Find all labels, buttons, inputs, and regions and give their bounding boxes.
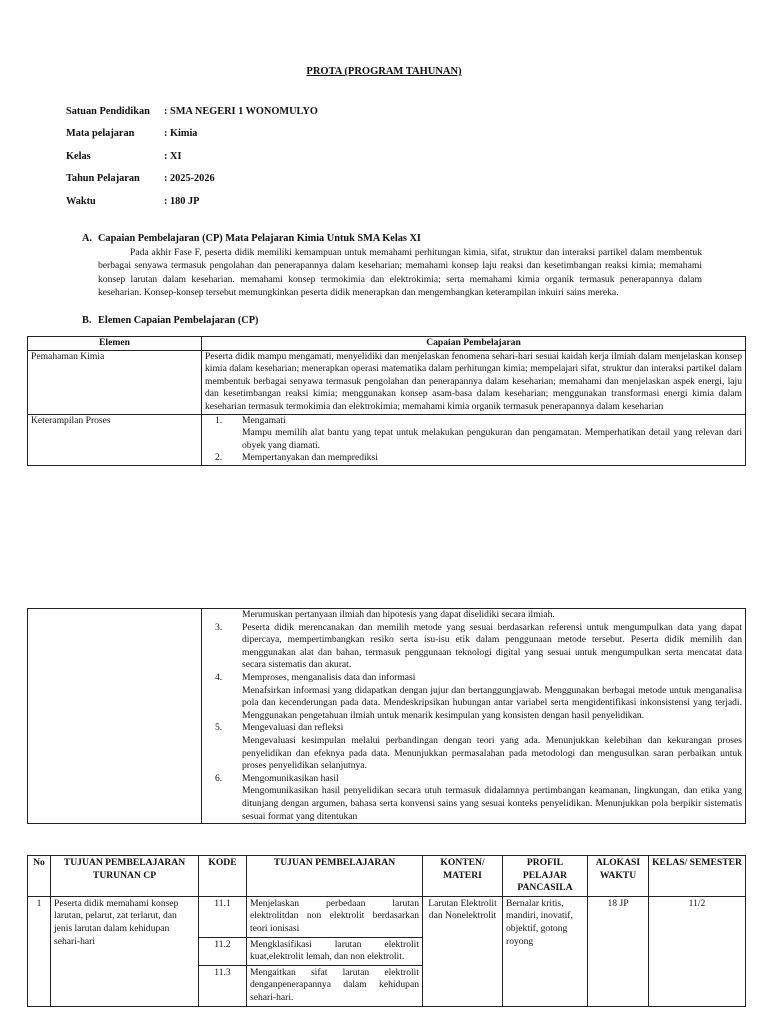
- table-row: [28, 896, 746, 937]
- identity-row: [66, 173, 318, 195]
- item-title: Memproses, menganalisis data dan informasi: [242, 671, 416, 683]
- list-item: [215, 722, 742, 772]
- identity-row: [66, 151, 318, 173]
- identity-label: Waktu: [66, 195, 96, 207]
- identity-value: : XI: [164, 150, 182, 162]
- identity-value: : Kimia: [164, 128, 198, 140]
- materi-cell: Larutan Elektrolit dan Nonelektrolit: [423, 896, 503, 1006]
- item-title: Mengevaluasi dan refleksi: [242, 722, 344, 734]
- kode-cell: 11.1: [199, 896, 247, 937]
- identity-label: Kelas: [66, 150, 91, 162]
- item-description: Mampu memilih alat bantu yang tepat untuk melakukan pengukuran dan pengamatan. Memperhatikan detail yang relevan dari obyek yang diamati.: [242, 427, 742, 451]
- element-name: Keterampilan Proses: [28, 414, 202, 465]
- process-list: [205, 622, 742, 824]
- section-letter: B.: [82, 315, 92, 326]
- section-letter: A.: [82, 233, 93, 244]
- header-tujuan: TUJUAN PEMBELAJARAN: [247, 856, 423, 897]
- header-turunan: TUJUAN PEMBELAJARAN TURUNAN CP: [51, 856, 199, 897]
- table-row: [28, 414, 746, 465]
- identity-row: [66, 128, 318, 150]
- tp-table: [27, 855, 746, 1007]
- kelas-cell: 11/2: [649, 896, 746, 1006]
- item-number: 5.: [215, 722, 223, 734]
- continuation-text: Merumuskan pertanyaan ilmiah dan hipotesis yang dapat diselidiki secara ilmiah.: [242, 609, 555, 620]
- item-number: 3.: [215, 621, 223, 633]
- item-number: 6.: [215, 772, 223, 784]
- identity-label: Mata pelajaran: [66, 128, 135, 140]
- item-title: Mengomunikasikan hasil: [242, 772, 339, 784]
- cp-table-continued: [27, 608, 746, 824]
- kode-cell: 11.2: [199, 937, 247, 965]
- element-description: Peserta didik mampu mengamati, menyelidiki dan menjelaskan fenomena sehari-hari sesuai kaidah kerja ilmiah dalam menjelaskan konsep kimia dalam keseharian; menerapkan operasi matematika dalam perhitungan kimia; mempelajari sifat, struktur dan interaksi partikel dalam membentuk berbagai senyawa termasuk pengolahan dan penerapannya dalam keseharian; memahami dan menjelaskan aspek energi, laju dan kesetimbangan reaksi kimia; menggunakan konsep asam-basa dalam keseharian; menggunakan transformasi energi kimia dalam keseharian termasuk termokimia dan elektrokimia; memahami kimia organik termasuk penerapannya dalam keseharian: [202, 350, 746, 414]
- identity-label: Satuan Pendidikan: [66, 106, 150, 117]
- header-materi: KONTEN/ MATERI: [423, 856, 503, 897]
- list-item: [215, 452, 742, 465]
- item-description: Mengomunikasikan hasil penyelidikan secara utuh termasuk didalamnya pertimbangan keamanan, lingkungan, dan etika yang ditunjang dengan argumen, bahasa serta konvensi sains yang sesuai konteks penyelidikan. Menunjukkan pola berpikir sistematis sesuai format yang ditentukan: [242, 785, 742, 822]
- alokasi-cell: 18 JP: [588, 896, 649, 1006]
- item-title: Mempertanyakan dan memprediksi: [242, 452, 378, 464]
- profil-cell: Bernalar kritis, mandiri, inovatif, objektif, gotong royong: [503, 896, 588, 1006]
- item-title: Mengamati: [242, 414, 286, 426]
- section-b-heading: [82, 315, 258, 326]
- identity-value: : 180 JP: [164, 195, 200, 207]
- identity-row: [66, 196, 318, 218]
- identity-row: [66, 106, 318, 128]
- item-number: 2.: [215, 452, 223, 464]
- header-capaian: Capaian Pembelajaran: [202, 337, 746, 351]
- table-header-row: [28, 337, 746, 351]
- element-description: [202, 609, 746, 824]
- list-item: [215, 672, 742, 722]
- document-title: PROTA (PROGRAM TAHUNAN): [306, 66, 462, 77]
- element-name: [28, 609, 202, 824]
- process-list: [205, 415, 742, 465]
- list-item: [215, 415, 742, 453]
- identity-block: [66, 106, 318, 218]
- item-description: Mengevaluasi kesimpulan melalui perbandingan dengan teori yang ada. Menunjukkan kelebihan dan kekurangan proses penyelidikan dan efeknya pada data. Menunjukkan permasalahan pada metodologi dan mengusulkan saran perbaikan untuk proses penyelidikan selanjutnya.: [242, 734, 742, 772]
- header-kelas: KELAS/ SEMESTER: [649, 856, 746, 897]
- header-no: No: [28, 856, 51, 897]
- item-number: 4.: [215, 671, 223, 683]
- tujuan-cell: Mengklasifikasi larutan elektrolit kuat,elektrolit lemah, dan non elektrolit.: [247, 937, 423, 965]
- header-alokasi: ALOKASI WAKTU: [588, 856, 649, 897]
- identity-label: Tahun Pelajaran: [66, 173, 140, 185]
- header-kode: KODE: [199, 856, 247, 897]
- item-description: Menafsirkan informasi yang didapatkan dengan jujur dan bertanggungjawab. Menggunakan berbagai metode untuk menganalisa pola dan kecenderungan pada data. Mendeskripsikan hubungan antar variabel serta mengidentifikasi inkonsistensi yang terjadi. Menggunakan pengetahuan ilmiah untuk menarik kesimpulan yang konsisten dengan hasil penyelidikan.: [242, 684, 742, 721]
- table-row: [28, 350, 746, 414]
- cp-table: [27, 336, 746, 466]
- table-row: [28, 609, 746, 824]
- tujuan-cell: Menjelaskan perbedaan larutan elektrolitdan non elektrolit berdasarkan teori ionisasi: [247, 896, 423, 937]
- list-item: [215, 773, 742, 823]
- section-a-paragraph: Pada akhir Fase F, peserta didik memiliki kemampuan untuk memahami perhitungan kimia, sifat, struktur dan interaksi partikel dalam membentuk berbagai senyawa termasuk pengolahan dan penerapannya dalam keseharian; memahami konsep laju reaksi dan kesetimbangan reaksi kimia; memahami konsep larutan dalam keseharian. memahami konsep termokimia dan elektrokimia; serta memahami kimia organik termasuk penerapannya dalam keseharian. Konsep-konsep tersebut memungkinkan peserta didik menerapkan dan mengembangkan keterampilan inkuiri sains mereka.: [98, 247, 702, 298]
- turunan-cp: Peserta didik memahami konsep larutan, pelarut, zat terlarut, dan jenis larutan dalam kehidupan sehari-hari: [51, 896, 199, 1006]
- header-profil: PROFIL PELAJAR PANCASILA: [503, 856, 588, 897]
- identity-value: : 2025-2026: [164, 173, 215, 185]
- section-title: Elemen Capaian Pembelajaran (CP): [98, 315, 259, 326]
- element-description: [202, 414, 746, 465]
- tujuan-cell: Mengaitkan sifat larutan elektrolit denganpenerapannya dalam kehidupan sehari-hari.: [247, 965, 423, 1006]
- identity-value: : SMA NEGERI 1 WONOMULYO: [164, 106, 318, 117]
- header-elemen: Elemen: [28, 337, 202, 351]
- row-number: 1: [28, 896, 51, 1006]
- section-title: Capaian Pembelajaran (CP) Mata Pelajaran Kimia Untuk SMA Kelas XI: [98, 233, 421, 244]
- kode-cell: 11.3: [199, 965, 247, 1006]
- list-item: [215, 622, 742, 672]
- item-description: Peserta didik merencanakan dan memilih metode yang sesuai berdasarkan referensi untuk mengumpulkan data yang dapat dipercaya, mempertimbangkan resiko serta isu-isu etik dalam penggunaan metode tersebut. Peserta didik memilih dan menggunakan alat dan bahan, termasuk penggunaan teknologi digital yang sesuai untuk mengumpulkan serta mencatat data secara sistematis dan akurat.: [242, 621, 742, 671]
- section-a-heading: [82, 233, 421, 244]
- element-name: Pemahaman Kimia: [28, 350, 202, 414]
- table-header-row: [28, 856, 746, 897]
- item-number: 1.: [215, 414, 223, 426]
